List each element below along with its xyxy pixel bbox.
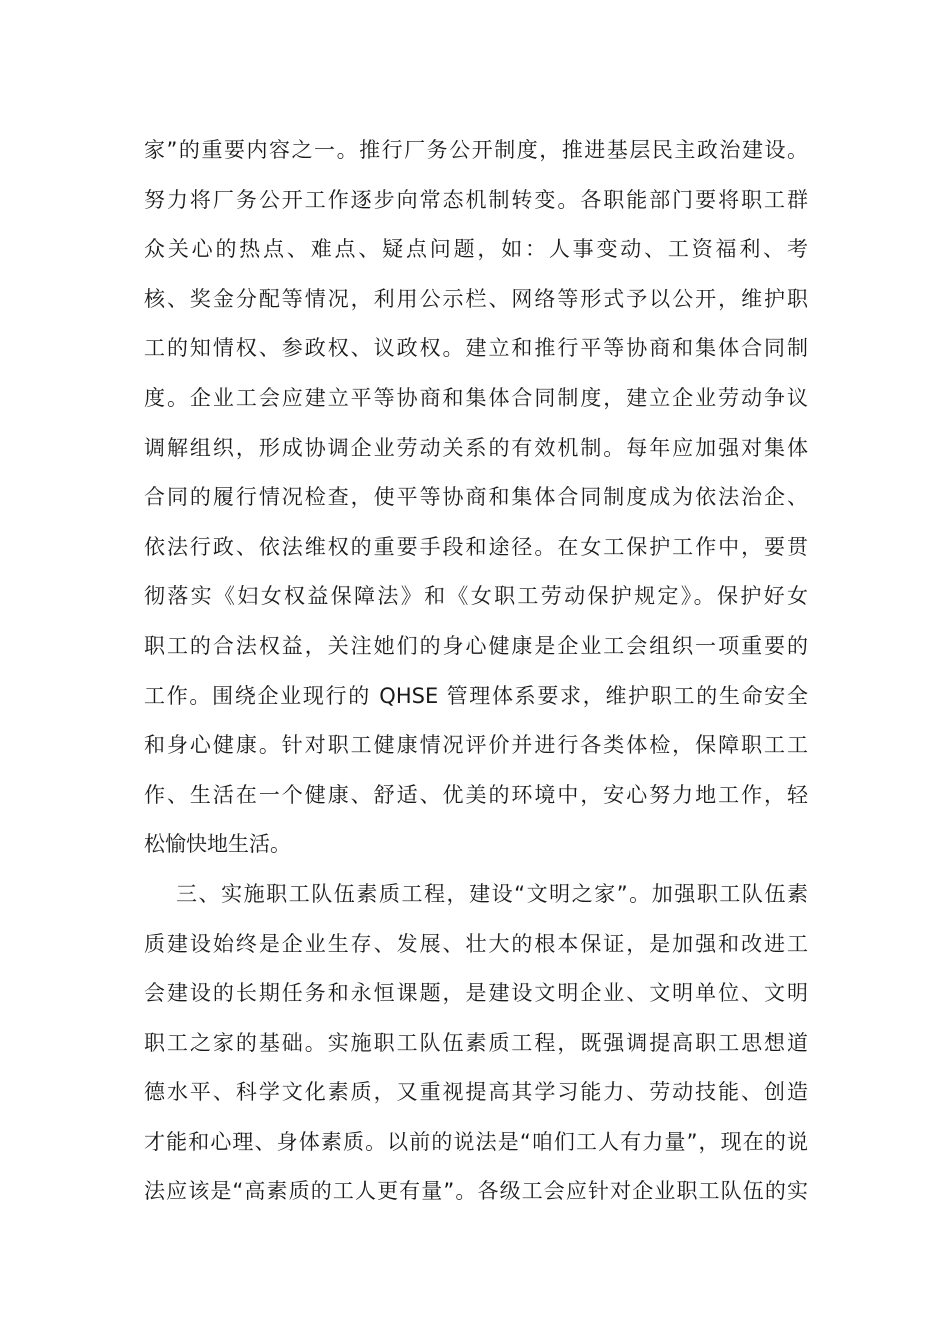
text-line: 努力将厂务公开工作逐步向常态机制转变。各职能部门要将职工群 (144, 187, 808, 212)
text-line: 会建设的长期任务和永恒课题，是建设文明企业、文明单位、文明 (144, 981, 808, 1006)
text-line: 度。企业工会应建立平等协商和集体合同制度，建立企业劳动争议 (144, 385, 808, 410)
paragraph-first-line: 三、实施职工队伍素质工程，建设“文明之家”。加强职工队伍素 (176, 881, 808, 906)
text-line: 法应该是“高素质的工人更有量”。各级工会应针对企业职工队伍的实 (144, 1179, 808, 1204)
text-line: 工作。围绕企业现行的 QHSE 管理体系要求，维护职工的生命安全 (144, 683, 808, 708)
text-line: 彻落实《妇女权益保障法》和《女职工劳动保护规定》。保护好女 (144, 584, 808, 609)
text-line: 工的知情权、参政权、议政权。建立和推行平等协商和集体合同制 (144, 336, 808, 361)
text-line: 家”的重要内容之一。推行厂务公开制度，推进基层民主政治建设。 (144, 138, 808, 162)
text-line: 职工的合法权益，关注她们的身心健康是企业工会组织一项重要的 (144, 633, 808, 658)
text-line: 职工之家的基础。实施职工队伍素质工程，既强调提高职工思想道 (144, 1030, 808, 1055)
paragraph-last-line: 松愉快地生活。 (144, 832, 291, 857)
text-line: 调解组织，形成协调企业劳动关系的有效机制。每年应加强对集体 (144, 435, 808, 460)
body-text (144, 126, 808, 1217)
text-line: 作、生活在一个健康、舒适、优美的环境中，安心努力地工作，轻 (144, 782, 808, 807)
text-line: 依法行政、依法维权的重要手段和途径。在女工保护工作中，要贯 (144, 534, 808, 559)
text-line: 和身心健康。针对职工健康情况评价并进行各类体检，保障职工工 (144, 733, 808, 758)
text-line: 才能和心理、身体素质。以前的说法是“咱们工人有力量”，现在的说 (144, 1129, 808, 1154)
text-line: 质建设始终是企业生存、发展、壮大的根本保证，是加强和改进工 (144, 931, 808, 956)
text-line: 德水平、科学文化素质，又重视提高其学习能力、劳动技能、创造 (144, 1080, 808, 1105)
text-line: 核、奖金分配等情况，利用公示栏、网络等形式予以公开，维护职 (144, 286, 808, 311)
text-line: 合同的履行情况检查，使平等协商和集体合同制度成为依法治企、 (144, 485, 808, 510)
text-line: 众关心的热点、难点、疑点问题，如：人事变动、工资福利、考 (144, 237, 808, 262)
